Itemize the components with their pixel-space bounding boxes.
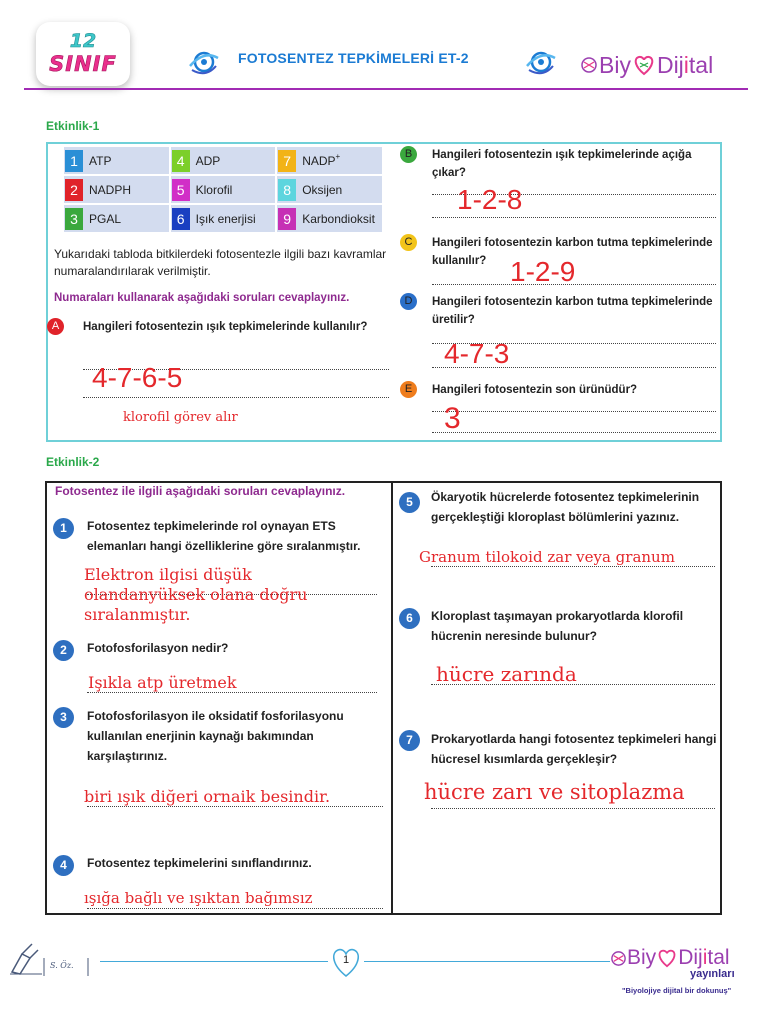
- concept-number: 7: [278, 150, 296, 172]
- signature-text: S. Öz.: [50, 961, 74, 970]
- slogan-text: "Biyolojiye dijital bir dokunuş": [622, 986, 732, 995]
- brand-dijital: Dijital: [656, 52, 714, 78]
- heart-icon: [632, 54, 656, 76]
- brand-logo-footer: [610, 946, 730, 970]
- grade-badge: [36, 22, 130, 86]
- brand-biy: Biy: [627, 946, 657, 969]
- concept-number: 3: [65, 208, 83, 230]
- concept-superscript: +: [335, 151, 341, 161]
- dna-icon: [610, 950, 627, 967]
- concept-cell: [276, 204, 383, 233]
- concept-number: 5: [172, 179, 190, 201]
- concept-row: [63, 204, 383, 233]
- answer-7: hücre zarı ve sitoplazma: [424, 780, 685, 804]
- heart-icon: [656, 948, 678, 968]
- concept-row: [63, 175, 383, 204]
- question-e-text: Hangileri fotosentezin son ürünüdür?: [432, 384, 638, 396]
- concept-label: Işık enerjisi: [195, 211, 256, 226]
- concept-cell: [63, 175, 170, 204]
- brand-logo: [580, 50, 713, 80]
- signature-logo: [8, 940, 98, 980]
- question-number-7: 7: [399, 730, 420, 751]
- question-letter-d: D: [400, 293, 417, 310]
- answer-line: [87, 692, 377, 693]
- question-letter-c: C: [400, 234, 417, 251]
- concept-label: NADPH: [89, 182, 132, 197]
- question-5-text: Ökaryotik hücrelerde fotosentez tepkimelerinin gerçekleştiği kloroplast bölümlerini yazınız.: [431, 490, 700, 524]
- question-6-text: Kloroplast taşımayan prokaryotlarda klorofil hücrenin neresinde bulunur?: [431, 609, 684, 643]
- concept-cell: [63, 204, 170, 233]
- concept-cell: [276, 175, 383, 204]
- instruction-text: Numaraları kullanarak aşağıdaki soruları cevaplayınız.: [54, 292, 350, 304]
- brand-dijital: Dijital: [678, 946, 730, 969]
- instruction-text-2: Fotosentez ile ilgili aşağıdaki soruları cevaplayınız.: [55, 484, 346, 498]
- question-letter-a: A: [47, 318, 64, 335]
- concept-label: NADP: [302, 153, 336, 168]
- concept-number: 8: [278, 179, 296, 201]
- pen-hand-icon: [8, 940, 98, 980]
- concept-number: 2: [65, 179, 83, 201]
- answer-line: [432, 411, 716, 412]
- question-letter-b: B: [400, 146, 417, 163]
- grade-label: SINIF: [49, 52, 117, 76]
- answer-a: 4-7-6-5: [92, 362, 183, 393]
- swirl-icon: [186, 44, 222, 80]
- answer-5: Granum tilokoid zar veya granum: [419, 548, 675, 566]
- question-1-text: Fotosentez tepkimelerinde rol oynayan ETS elemanları hangi özelliklerine göre sıralanmıştır.: [87, 519, 361, 553]
- dna-icon: [580, 56, 598, 74]
- concept-label: Karbondioksit: [302, 211, 375, 226]
- answer-c: 1-2-9: [510, 256, 576, 287]
- publisher-text: yayınları: [690, 968, 735, 980]
- concept-label: PGAL: [89, 211, 122, 226]
- question-2-text: Fotofosforilasyon nedir?: [87, 641, 229, 655]
- answer-2: Işıkla atp üretmek: [88, 673, 237, 692]
- intro-text: Yukarıdaki tabloda bitkilerdeki fotosentezle ilgili bazı kavramlar numaralandırılarak verilmiştir.: [54, 247, 387, 278]
- question-3-text: Fotofosforilasyon ile oksidatif fosforilasyonu kullanılan enerjinin kaynağı bakımından karşılaştırınız.: [87, 709, 344, 763]
- question-7-text: Prokaryotlarda hangi fotosentez tepkimeleri hangi hücresel kısımlarda gerçekleşir?: [431, 732, 717, 766]
- answer-1-line-2: olandanyüksek olana doğru: [84, 585, 308, 604]
- question-4-text: Fotosentez tepkimelerini sınıflandırınız.: [87, 856, 312, 870]
- swirl-icon: [523, 44, 559, 80]
- section-label-etkinlik-2: Etkinlik-2: [46, 455, 100, 469]
- footer-line-left: [100, 961, 328, 962]
- question-number-4: 4: [53, 855, 74, 876]
- answer-b: 1-2-8: [457, 184, 523, 215]
- concept-cell: [170, 204, 277, 233]
- question-number-3: 3: [53, 707, 74, 728]
- page-number: 1: [342, 954, 350, 966]
- answer-line: [432, 432, 716, 433]
- answer-a-note: klorofil görev alır: [123, 410, 238, 425]
- brand-biy: Biy: [599, 52, 631, 78]
- answer-line: [83, 397, 389, 398]
- answer-line: [87, 908, 383, 909]
- question-number-2: 2: [53, 640, 74, 661]
- concept-row: [63, 146, 383, 175]
- concept-number: 6: [172, 208, 190, 230]
- concept-number: 1: [65, 150, 83, 172]
- question-d-text: Hangileri fotosentezin karbon tutma tepkimelerinde üretilir?: [432, 296, 713, 326]
- grade-number: 12: [69, 30, 97, 52]
- concept-cell: [63, 146, 170, 175]
- concept-label: Klorofil: [195, 182, 233, 197]
- header-divider: [24, 88, 748, 90]
- answer-d: 4-7-3: [444, 338, 510, 369]
- question-number-6: 6: [399, 608, 420, 629]
- question-letter-e: E: [400, 381, 417, 398]
- question-c-text: Hangileri fotosentezin karbon tutma tepkimelerinde kullanılır?: [432, 237, 713, 267]
- answer-1-line-3: sıralanmıştır.: [84, 605, 191, 624]
- answer-1-line-1: Elektron ilgisi düşük: [84, 565, 252, 584]
- concept-label: ATP: [89, 153, 112, 168]
- column-divider: [391, 481, 393, 915]
- concept-number: 4: [172, 150, 190, 172]
- concept-label: ADP: [195, 153, 221, 168]
- question-a-text: Hangileri fotosentezin ışık tepkimelerinde kullanılır?: [83, 321, 368, 333]
- question-number-1: 1: [53, 518, 74, 539]
- answer-line: [87, 806, 383, 807]
- question-b-text: Hangileri fotosentezin ışık tepkimelerinde açığa çıkar?: [432, 149, 692, 179]
- answer-6: hücre zarında: [436, 662, 577, 686]
- answer-e: 3: [444, 402, 461, 435]
- concept-table: [62, 145, 384, 234]
- section-label-etkinlik-1: Etkinlik-1: [46, 119, 100, 133]
- question-number-5: 5: [399, 492, 420, 513]
- footer-line-right: [364, 961, 610, 962]
- answer-line: [432, 217, 716, 218]
- answer-3: biri ışık diğeri ornaik besindir.: [84, 787, 331, 806]
- concept-number: 9: [278, 208, 296, 230]
- concept-cell: [170, 146, 277, 175]
- concept-cell: [170, 175, 277, 204]
- concept-cell: [276, 146, 383, 175]
- page-title: FOTOSENTEZ TEPKİMELERİ ET-2: [238, 50, 469, 66]
- answer-line: [431, 566, 715, 567]
- answer-line: [431, 808, 715, 809]
- concept-label: Oksijen: [302, 182, 343, 197]
- answer-4: ışığa bağlı ve ışıktan bağımsız: [84, 889, 313, 907]
